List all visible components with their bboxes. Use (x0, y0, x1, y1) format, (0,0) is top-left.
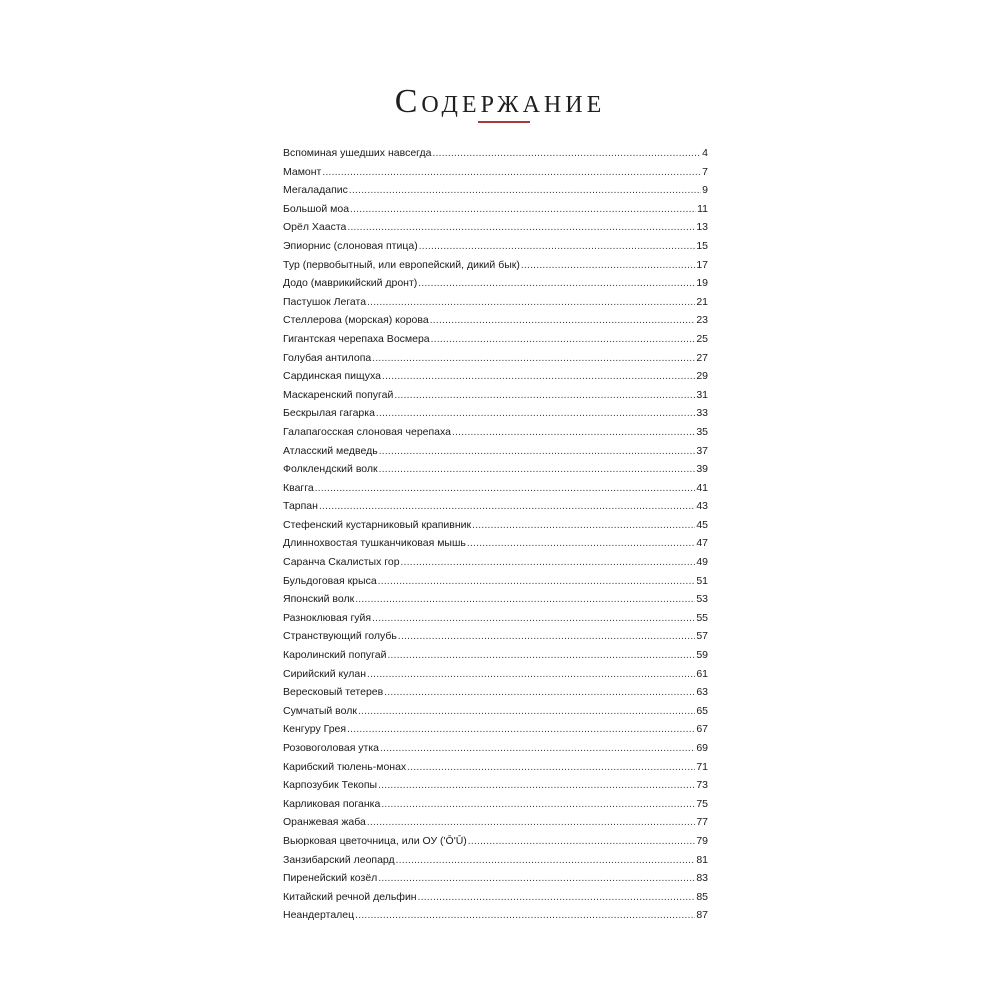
dot-leader (398, 628, 695, 647)
toc-entry (283, 720, 708, 739)
dot-leader (315, 480, 696, 499)
toc-entry-title: Тур (первобытный, или европейский, дикий бык) (283, 258, 520, 271)
dot-leader (350, 201, 696, 220)
toc-entry (283, 646, 708, 665)
toc-entry-page-number: 33 (696, 407, 708, 420)
toc-entry-page-number: 45 (696, 518, 708, 531)
toc-entry-title: Саранча Скалистых гор (283, 556, 400, 569)
toc-entry-page-number: 55 (696, 611, 708, 624)
dot-leader (472, 517, 695, 536)
toc-entry-title: Бульдоговая крыса (283, 574, 377, 587)
toc-entry-page-number: 81 (696, 853, 708, 866)
toc-entry (283, 795, 708, 814)
toc-entry-page-number: 27 (696, 351, 708, 364)
dot-leader (379, 461, 696, 480)
dot-leader (418, 275, 695, 294)
toc-entry-title: Пиренейский козёл (283, 872, 378, 885)
toc-entry-page-number: 79 (696, 834, 708, 847)
dot-leader (418, 889, 696, 908)
title-divider (478, 121, 530, 123)
toc-entry-page-number: 15 (696, 239, 708, 252)
dot-leader (407, 759, 695, 778)
toc-entry-title: Пастушок Легата (283, 295, 367, 308)
toc-entry-title: Квагга (283, 481, 314, 494)
dot-leader (367, 666, 695, 685)
toc-entry (283, 423, 708, 442)
toc-entry-title: Китайский речной дельфин (283, 890, 417, 903)
toc-entry-title: Атласский медведь (283, 444, 378, 457)
toc-entry-page-number: 71 (696, 760, 708, 773)
toc-entry-title: Сирийский кулан (283, 667, 367, 680)
toc-entry-title: Неандерталец (283, 909, 355, 922)
toc-entry (283, 572, 708, 591)
toc-entry-title: Фолклендский волк (283, 463, 378, 476)
toc-entry (283, 218, 708, 237)
toc-entry-page-number: 59 (696, 649, 708, 662)
toc-entry-page-number: 9 (702, 184, 708, 197)
toc-entry-title: Сардинская пищуха (283, 370, 381, 383)
toc-entry (283, 349, 708, 368)
dot-leader (349, 182, 701, 201)
dot-leader (376, 405, 695, 424)
toc-entry-page-number: 35 (696, 425, 708, 438)
toc-entry-page-number: 75 (696, 797, 708, 810)
toc-entry-page-number: 43 (696, 500, 708, 513)
dot-leader (347, 721, 695, 740)
toc-entry (283, 404, 708, 423)
toc-entry (283, 367, 708, 386)
toc-entry (283, 739, 708, 758)
toc-entry-title: Голубая антилопа (283, 351, 372, 364)
toc-entry-page-number: 87 (696, 909, 708, 922)
toc-entry-page-number: 41 (696, 481, 708, 494)
toc-entry (283, 553, 708, 572)
toc-entry (283, 330, 708, 349)
toc-entry (283, 311, 708, 330)
toc-entry-title: Кенгуру Грея (283, 723, 347, 736)
toc-entry (283, 590, 708, 609)
toc-entry (283, 758, 708, 777)
toc-entry (283, 256, 708, 275)
dot-leader (432, 145, 701, 164)
toc-entry-title: Карликовая поганка (283, 797, 381, 810)
toc-entry-page-number: 17 (696, 258, 708, 271)
toc-entry-title: Галапагосская слоновая черепаха (283, 425, 451, 438)
toc-entry (283, 479, 708, 498)
toc-entry-title: Японский волк (283, 593, 355, 606)
toc-entry (283, 832, 708, 851)
dot-leader (452, 424, 695, 443)
toc-entry-title: Стефенский кустарниковый крапивник (283, 518, 472, 531)
toc-entry-page-number: 83 (696, 872, 708, 885)
toc-entry (283, 534, 708, 553)
toc-entry-page-number: 23 (696, 314, 708, 327)
toc-entry-page-number: 21 (696, 295, 708, 308)
toc-entry (283, 144, 708, 163)
dot-leader (382, 368, 695, 387)
dot-leader (394, 387, 695, 406)
toc-entry-title: Вьюрковая цветочница, или ОУ ('Ō'Ū) (283, 834, 467, 847)
toc-entry-page-number: 85 (696, 890, 708, 903)
toc-entry (283, 200, 708, 219)
toc-entry-title: Гигантская черепаха Восмера (283, 332, 430, 345)
toc-entry (283, 386, 708, 405)
toc-entry-page-number: 65 (696, 704, 708, 717)
toc-entry-title: Розовоголовая утка (283, 742, 380, 754)
toc-entry (283, 869, 708, 888)
dot-leader (384, 684, 695, 703)
toc-entry-page-number: 19 (696, 277, 708, 290)
dot-leader (381, 796, 695, 815)
toc-entry-title: Мамонт (283, 165, 322, 178)
toc-entry-title: Додо (маврикийский дронт) (283, 277, 418, 290)
dot-leader (378, 573, 696, 592)
toc-entry-page-number: 37 (696, 444, 708, 457)
toc-entry (283, 442, 708, 461)
toc-entry (283, 181, 708, 200)
dot-leader (372, 610, 695, 629)
toc-entry-title: Бескрылая гагарка (283, 407, 375, 420)
toc-entry-page-number: 29 (696, 370, 708, 383)
table-of-contents (283, 144, 708, 925)
toc-entry (283, 888, 708, 907)
dot-leader (467, 535, 695, 554)
toc-entry-title: Разноклювая гуйя (283, 611, 372, 624)
toc-entry-title: Сумчатый волк (283, 704, 357, 717)
toc-entry (283, 683, 708, 702)
toc-entry-page-number: 77 (696, 816, 708, 829)
dot-leader (367, 814, 695, 833)
toc-entry-title: Тарпан (283, 500, 318, 513)
toc-entry-page-number: 13 (696, 221, 708, 234)
dot-leader (347, 219, 695, 238)
toc-entry-page-number: 53 (696, 593, 708, 606)
toc-entry (283, 609, 708, 628)
toc-entry-page-number: 11 (697, 202, 708, 215)
toc-entry-page-number: 25 (696, 332, 708, 345)
toc-entry-title: Вересковый тетерев (283, 686, 384, 699)
dot-leader (355, 591, 695, 610)
dot-leader (401, 554, 696, 573)
toc-entry (283, 665, 708, 684)
toc-entry-page-number: 61 (696, 667, 708, 680)
toc-entry-page-number: 67 (696, 723, 708, 736)
toc-entry-title: Маскаренский попугай (283, 388, 394, 401)
toc-entry-page-number: 69 (696, 742, 708, 754)
toc-entry-title: Карибский тюлень-монах (283, 760, 407, 773)
dot-leader (468, 833, 696, 852)
toc-entry-title: Карпозубик Текопы (283, 779, 378, 792)
dot-leader (387, 647, 695, 666)
toc-entry-title: Длиннохвостая тушканчиковая мышь (283, 537, 466, 550)
toc-entry-page-number: 49 (696, 556, 708, 569)
dot-leader (379, 443, 696, 462)
dot-leader (367, 294, 695, 313)
toc-entry (283, 516, 708, 535)
dot-leader (319, 498, 695, 517)
dot-leader (358, 703, 695, 722)
toc-entry-title: Каролинский попугай (283, 649, 387, 662)
toc-entry-page-number: 31 (696, 388, 708, 401)
dot-leader (378, 777, 695, 796)
toc-entry (283, 293, 708, 312)
toc-entry-page-number: 7 (702, 165, 708, 178)
toc-entry-page-number: 47 (696, 537, 708, 550)
toc-entry-title: Занзибарский леопард (283, 853, 395, 866)
toc-entry-title: Вспоминая ушедших навсегда (283, 147, 432, 159)
toc-entry (283, 813, 708, 832)
toc-entry (283, 274, 708, 293)
toc-entry-title: Странствующий голубь (283, 630, 397, 643)
toc-entry (283, 460, 708, 479)
toc-entry-page-number: 39 (696, 463, 708, 476)
dot-leader (419, 238, 696, 257)
toc-entry (283, 497, 708, 516)
page-title: Содержание (394, 83, 606, 120)
dot-leader (431, 331, 696, 350)
dot-leader (372, 350, 695, 369)
toc-entry-page-number: 63 (696, 686, 708, 699)
toc-entry-title: Большой моа (283, 202, 350, 215)
toc-entry-title: Оранжевая жаба (283, 816, 366, 829)
toc-entry (283, 627, 708, 646)
dot-leader (355, 907, 695, 926)
dot-leader (430, 312, 696, 331)
toc-entry-title: Мегаладапис (283, 184, 348, 197)
toc-entry-title: Орёл Хааста (283, 221, 347, 234)
toc-entry (283, 906, 708, 925)
toc-entry (283, 702, 708, 721)
toc-entry-title: Эпиорнис (слоновая птица) (283, 239, 418, 252)
toc-entry-page-number: 4 (702, 147, 708, 159)
toc-entry (283, 776, 708, 795)
dot-leader (380, 740, 695, 759)
dot-leader (521, 257, 695, 276)
dot-leader (396, 852, 696, 871)
toc-entry-title: Стеллерова (морская) корова (283, 314, 429, 327)
toc-entry-page-number: 51 (696, 574, 708, 587)
dot-leader (322, 164, 701, 183)
toc-entry-page-number: 73 (696, 779, 708, 792)
toc-entry-page-number: 57 (696, 630, 708, 643)
toc-entry (283, 237, 708, 256)
dot-leader (378, 870, 695, 889)
toc-entry (283, 851, 708, 870)
toc-entry (283, 163, 708, 182)
